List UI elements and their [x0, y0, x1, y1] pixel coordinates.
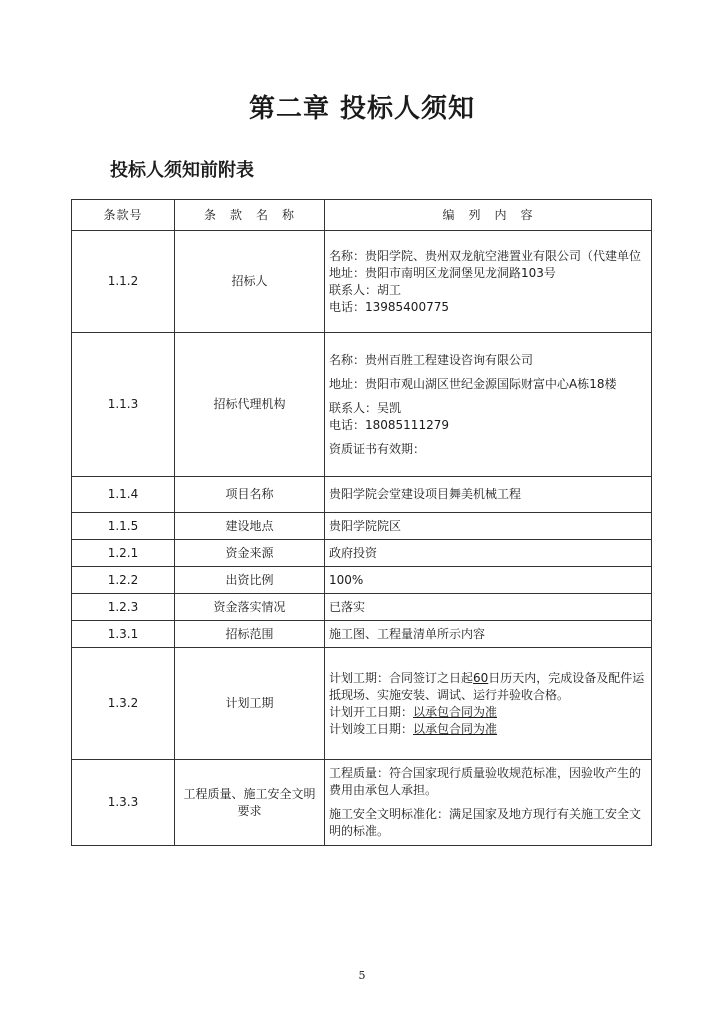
table-header-row	[72, 200, 652, 231]
clause-number: 1.2.2	[72, 567, 175, 594]
clause-name: 招标范围	[175, 621, 325, 648]
header-name: 条 款 名 称	[175, 200, 325, 231]
table-row	[72, 540, 652, 567]
content-line: 资质证书有效期：	[329, 441, 426, 456]
content-line: 电话：18085111279	[329, 417, 449, 432]
content-line: 地址：贵阳市观山湖区世纪金源国际财富中心A栋18楼	[329, 376, 617, 391]
clause-name: 建设地点	[175, 513, 325, 540]
clause-number: 1.1.3	[72, 333, 175, 477]
clause-number: 1.3.2	[72, 648, 175, 760]
clause-number: 1.2.1	[72, 540, 175, 567]
bidder-instructions-table	[71, 199, 652, 846]
content-line: 联系人：吴凯	[329, 400, 402, 415]
header-content: 编 列 内 容	[325, 200, 652, 231]
clause-name: 工程质量、施工安全文明要求	[175, 760, 325, 846]
content-line: 政府投资	[329, 545, 378, 560]
start-date-label: 计划开工日期：	[329, 704, 414, 719]
clause-content	[325, 231, 652, 333]
schedule-days: 60	[473, 670, 489, 685]
table-row	[72, 333, 652, 477]
content-line	[329, 704, 647, 721]
clause-number: 1.2.3	[72, 594, 175, 621]
table-row	[72, 567, 652, 594]
content-line: 电话：13985400775	[329, 299, 449, 314]
clause-name: 招标代理机构	[175, 333, 325, 477]
clause-content	[325, 760, 652, 846]
content-line: 名称：贵阳学院、贵州双龙航空港置业有限公司（代建单位	[329, 248, 642, 263]
clause-content	[325, 540, 652, 567]
clause-content	[325, 648, 652, 760]
clause-content	[325, 333, 652, 477]
schedule-text: 日历天内，完成设备及配件运抵现场、实施安装、调试、运行并验收合格。	[329, 670, 645, 702]
content-line: 100%	[329, 572, 364, 587]
clause-number: 1.1.5	[72, 513, 175, 540]
content-line	[329, 721, 647, 738]
header-clause: 条款号	[72, 200, 175, 231]
table-row	[72, 231, 652, 333]
content-line: 已落实	[329, 599, 366, 614]
clause-number: 1.3.3	[72, 760, 175, 846]
table-row	[72, 648, 652, 760]
clause-number: 1.1.4	[72, 477, 175, 513]
content-line: 贵阳学院院区	[329, 518, 402, 533]
content-line: 施工安全文明标准化：满足国家及地方现行有关施工安全文明的标准。	[329, 807, 642, 838]
clause-name: 出资比例	[175, 567, 325, 594]
clause-content	[325, 621, 652, 648]
end-date-label: 计划竣工日期：	[329, 721, 414, 736]
clause-name: 资金落实情况	[175, 594, 325, 621]
chapter-title: 第二章 投标人须知	[248, 94, 476, 124]
table-row	[72, 513, 652, 540]
clause-number: 1.3.1	[72, 621, 175, 648]
table-row	[72, 594, 652, 621]
table-row	[72, 760, 652, 846]
clause-name: 计划工期	[175, 648, 325, 760]
clause-name: 招标人	[175, 231, 325, 333]
content-line: 工程质量：符合国家现行质量验收规范标准，因验收产生的费用由承包人承担。	[329, 766, 642, 797]
content-line: 贵阳学院会堂建设项目舞美机械工程	[329, 487, 522, 501]
table-row	[72, 621, 652, 648]
content-line: 施工图、工程量清单所示内容	[329, 626, 486, 641]
clause-content	[325, 567, 652, 594]
clause-content	[325, 477, 652, 513]
table-row	[72, 477, 652, 513]
clause-name: 项目名称	[175, 477, 325, 513]
clause-content	[325, 594, 652, 621]
clause-content	[325, 513, 652, 540]
clause-number: 1.1.2	[72, 231, 175, 333]
content-line: 地址：贵阳市南明区龙洞堡见龙洞路103号	[329, 265, 556, 280]
schedule-text: 计划工期：合同签订之日起	[329, 670, 474, 685]
page-number: 5	[358, 969, 366, 982]
clause-name: 资金来源	[175, 540, 325, 567]
section-title: 投标人须知前附表	[110, 160, 254, 181]
end-date-value: 以承包合同为准	[413, 721, 498, 736]
start-date-value: 以承包合同为准	[413, 704, 498, 719]
content-line	[329, 670, 647, 704]
content-line: 名称：贵州百胜工程建设咨询有限公司	[329, 352, 534, 367]
content-line: 联系人：胡工	[329, 282, 402, 297]
